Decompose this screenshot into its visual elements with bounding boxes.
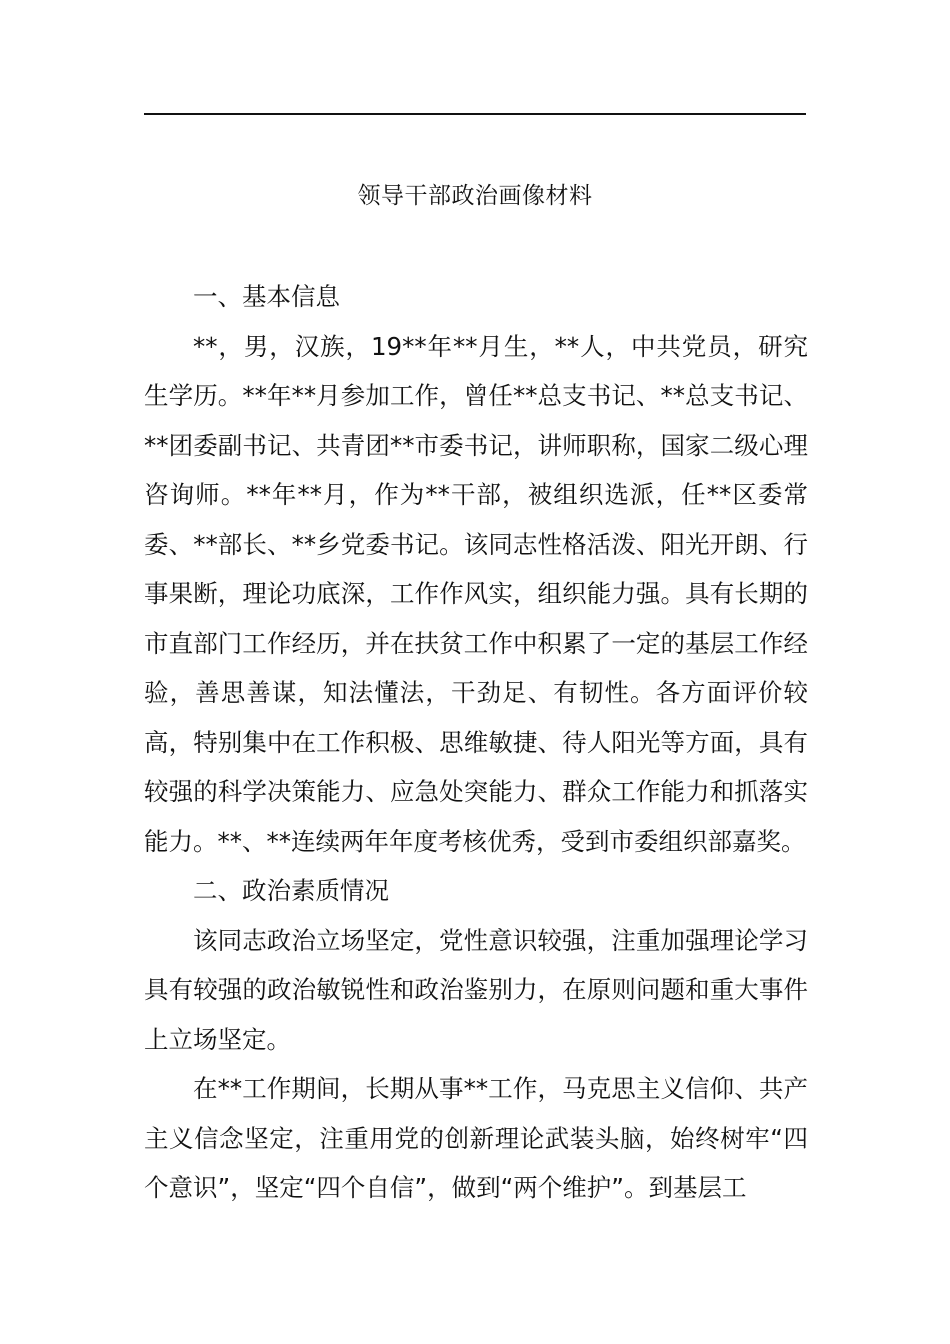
section-heading-basic-info: 一、基本信息 [193, 282, 340, 311]
paragraph-political-stance: 该同志政治立场坚定，党性意识较强，注重加强理论学习具有较强的政治敏锐性和政治鉴别力，在原则问题和重大事件上立场坚定。 [144, 925, 808, 1054]
header-rule [144, 113, 806, 115]
document-body [144, 272, 808, 1213]
paragraph-work-period: 在**工作期间，长期从事**工作，马克思主义信仰、共产主义信念坚定，注重用党的创新理论武装头脑，始终树牢“四个意识”，坚定“四个自信”，做到“两个维护”。到基层工 [144, 1074, 808, 1202]
section-heading-political-quality: 二、政治素质情况 [193, 876, 389, 905]
paragraph-basic-info: **，男，汉族，19**年**月生，**人，中共党员，研究生学历。**年**月参加工作，曾任**总支书记、**总支书记、**团委副书记、共青团**市委书记，讲师职称，国家二级心理咨询师。**年**月，作为**干部，被组织选派，任**区委常委、**部长、**乡党委书记。该同志性格活泼、阳光开朗、行事果断，理论功底深，工作作风实，组织能力强。具有长期的市直部门工作经历，并在扶贫工作中积累了一定的基层工作经验，善思善谋，知法懂法，干劲足、有韧性。各方面评价较高，特别集中在工作积极、思维敏捷、待人阳光等方面，具有较强的科学决策能力、应急处突能力、群众工作能力和抓落实能力。**、**连续两年年度考核优秀，受到市委组织部嘉奖。 [144, 331, 808, 856]
document-title: 领导干部政治画像材料 [357, 183, 593, 209]
